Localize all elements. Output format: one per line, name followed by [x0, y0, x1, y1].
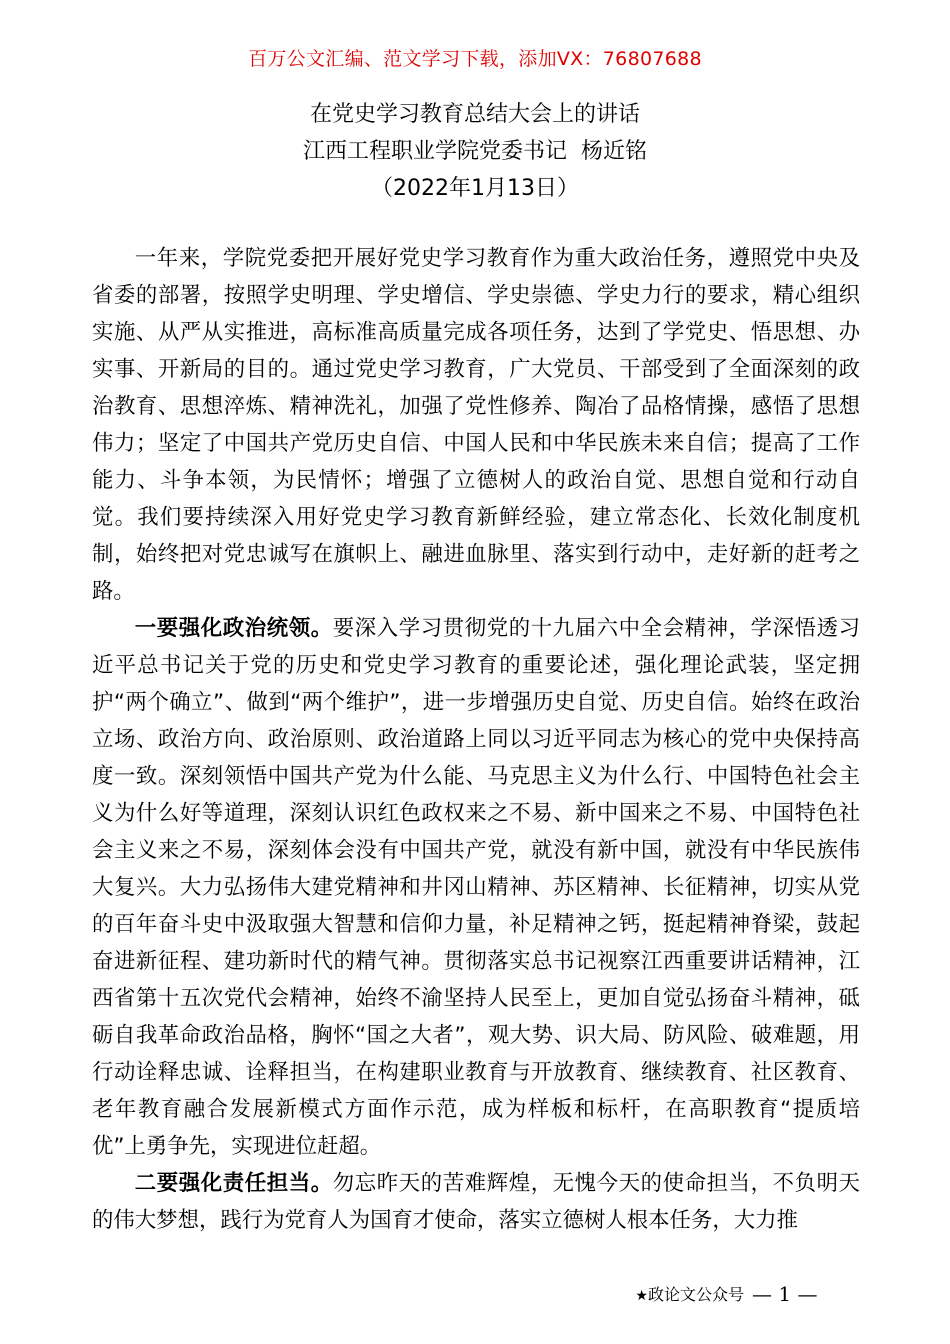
footer-label	[635, 1284, 744, 1307]
document-body	[92, 240, 860, 1239]
document-title: 在党史学习教育总结大会上的讲话	[309, 102, 640, 127]
section-2-heading: 二要强化责任担当。	[134, 1171, 333, 1196]
document-author: 江西工程职业学院党委书记 杨近铭	[303, 139, 647, 164]
section-1-text: 要深入学习贯彻党的十九届六中全会精神，学深悟透习近平总书记关于党的历史和党史学习教育的重要论述，强化理论武装，坚定拥护“两个确立”、做到“两个维护”，进一步增强历史自觉、历史自信。始终在政治立场、政治方向、政治原则、政治道路上同以习近平同志为核心的党中央保持高度一致。深刻领悟中国共产党为什么能、马克思主义为什么行、中国特色社会主义为什么好等道理，深刻认识红色政权来之不易、新中国来之不易、中国特色社会主义来之不易，深刻体会没有中国共产党，就没有新中国，就没有中华民族伟大复兴。大力弘扬伟大建党精神和井冈山精神、苏区精神、长征精神，切实从党的百年奋斗史中汲取强大智慧和信仰力量，补足精神之钙，挺起精神脊梁，鼓起奋进新征程、建功新时代的精气神。贯彻落实总书记视察江西重要讲话精神，江西省第十五次党代会精神，始终不渝坚持人民至上，更加自觉弘扬奋斗精神，砥砺自我革命政治品格，胸怀“国之大者”，观大势、识大局、防风险、破难题，用行动诠释忠诚、诠释担当，在构建职业教育与开放教育、继续教育、社区教育、老年教育融合发展新模式方面作示范，成为样板和标杆，在高职教育“提质培优”上勇争先，实现进位赶超。	[92, 616, 860, 1159]
promo-banner: 百万公文汇编、范文学习下载，添加VX：76807688	[248, 48, 702, 70]
section-1-paragraph	[92, 610, 860, 1165]
intro-paragraph: 一年来，学院党委把开展好党史学习教育作为重大政治任务，遵照党中央及省委的部署，按照学史明理、学史增信、学史崇德、学史力行的要求，精心组织实施、从严从实推进，高标准高质量完成各项任务，达到了学党史、悟思想、办实事、开新局的目的。通过党史学习教育，广大党员、干部受到了全面深刻的政治教育、思想淬炼、精神洗礼，加强了党性修养、陶冶了品格情操，感悟了思想伟力；坚定了中国共产党历史自信、中国人民和中华民族未来自信；提高了工作能力、斗争本领，为民情怀；增强了立德树人的政治自觉、思想自觉和行动自觉。我们要持续深入用好党史学习教育新鲜经验，建立常态化、长效化制度机制，始终把对党忠诚写在旗帜上、融进血脉里、落实到行动中，走好新的赶考之路。	[92, 246, 860, 604]
title-block	[0, 96, 950, 207]
section-2-text: 勿忘昨天的苦难辉煌，无愧今天的使命担当，不负明天的伟大梦想，践行为党育人为国育才使命，落实立德树人根本任务，大力推	[92, 1171, 860, 1233]
section-1-heading: 一要强化政治统领。	[134, 616, 333, 641]
footer-account-name: 政论文公众号	[647, 1285, 744, 1304]
star-icon: ★	[635, 1288, 648, 1304]
document-date: （2022年1月13日）	[371, 176, 579, 201]
page-footer	[0, 1280, 950, 1310]
page-number: — 1 —	[752, 1282, 818, 1306]
section-2-paragraph	[92, 1165, 860, 1239]
